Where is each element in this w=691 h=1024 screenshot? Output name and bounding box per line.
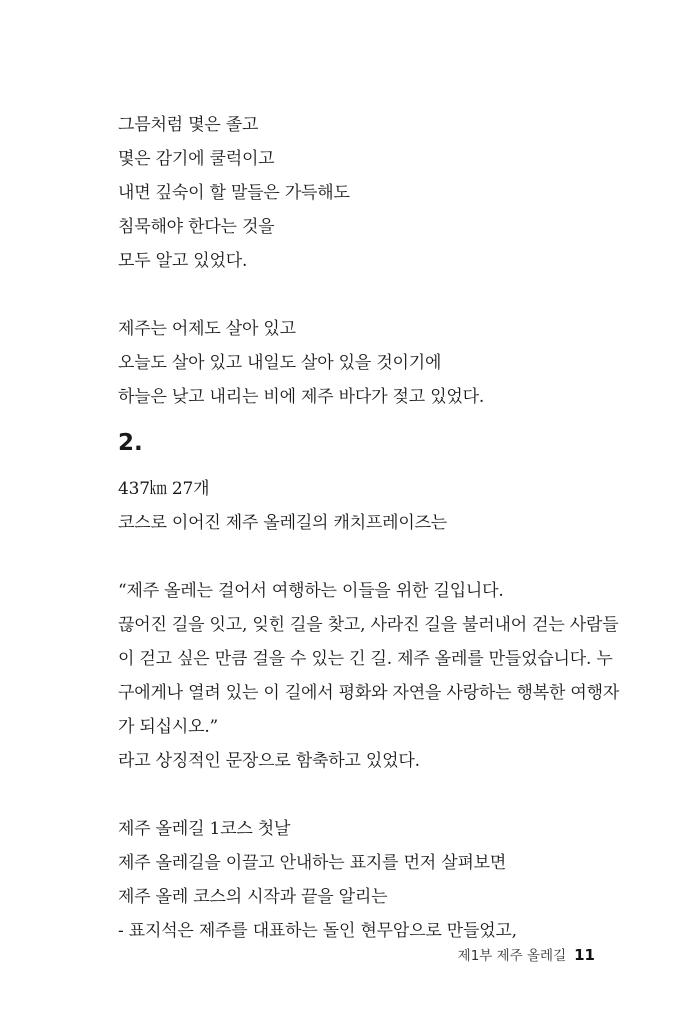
text-line: 제주 올레 코스의 시작과 끝을 알리는 <box>118 887 388 907</box>
text-line: 침묵해야 한다는 것을 <box>118 217 275 237</box>
poem-stanza-1 <box>118 108 608 278</box>
text-line: 몇은 감기에 쿨럭이고 <box>118 149 275 169</box>
stanza-gap <box>118 278 608 312</box>
text-line: 제주 올레길을 이끌고 안내하는 표지를 먼저 살펴보면 <box>118 853 507 873</box>
text-line: 제주 올레길 1코스 첫날 <box>118 819 291 839</box>
poem-stanza-2 <box>118 312 608 414</box>
text-line: 가 되십시오.” <box>118 717 219 737</box>
running-title: 제1부 제주 올레길 <box>457 948 567 964</box>
text-line: 그믐처럼 몇은 졸고 <box>118 115 259 135</box>
text-line: 라고 상징적인 문장으로 함축하고 있었다. <box>118 751 420 771</box>
paragraph-gap <box>118 778 608 812</box>
text-line: “제주 올레는 걸어서 여행하는 이들을 위한 길입니다. <box>118 581 504 601</box>
text-line: 제주는 어제도 살아 있고 <box>118 319 296 339</box>
text-line: 모두 알고 있었다. <box>118 251 248 271</box>
text-line: - 표지석은 제주를 대표하는 돌인 현무암으로 만들었고, <box>118 921 517 941</box>
text-line: 끊어진 길을 잇고, 잊힌 길을 찾고, 사라진 길을 불러내어 걷는 사람들 <box>118 615 619 635</box>
text-line: 내면 깊숙이 할 말들은 가득해도 <box>118 183 350 203</box>
quote-block <box>118 574 620 778</box>
section-heading: 2. <box>118 430 143 456</box>
paragraph-gap <box>118 540 608 574</box>
text-line: 구에게나 열려 있는 이 길에서 평화와 자연을 사랑하는 행복한 여행자 <box>118 683 620 703</box>
text-line: 이 걷고 싶은 만큼 걸을 수 있는 긴 길. 제주 올레를 만들었습니다. 누 <box>118 649 613 669</box>
text-line: 코스로 이어진 제주 올레길의 캐치프레이즈는 <box>118 513 448 533</box>
intro-block <box>118 472 608 540</box>
text-line: 하늘은 낮고 내리는 비에 제주 바다가 젖고 있었다. <box>118 387 485 407</box>
page-number: 11 <box>574 946 595 964</box>
text-line: 437㎞ 27개 <box>118 479 210 499</box>
closing-block <box>118 812 608 948</box>
text-line: 오늘도 살아 있고 내일도 살아 있을 것이기에 <box>118 353 442 373</box>
page-footer <box>458 944 595 964</box>
page-body <box>118 108 620 948</box>
